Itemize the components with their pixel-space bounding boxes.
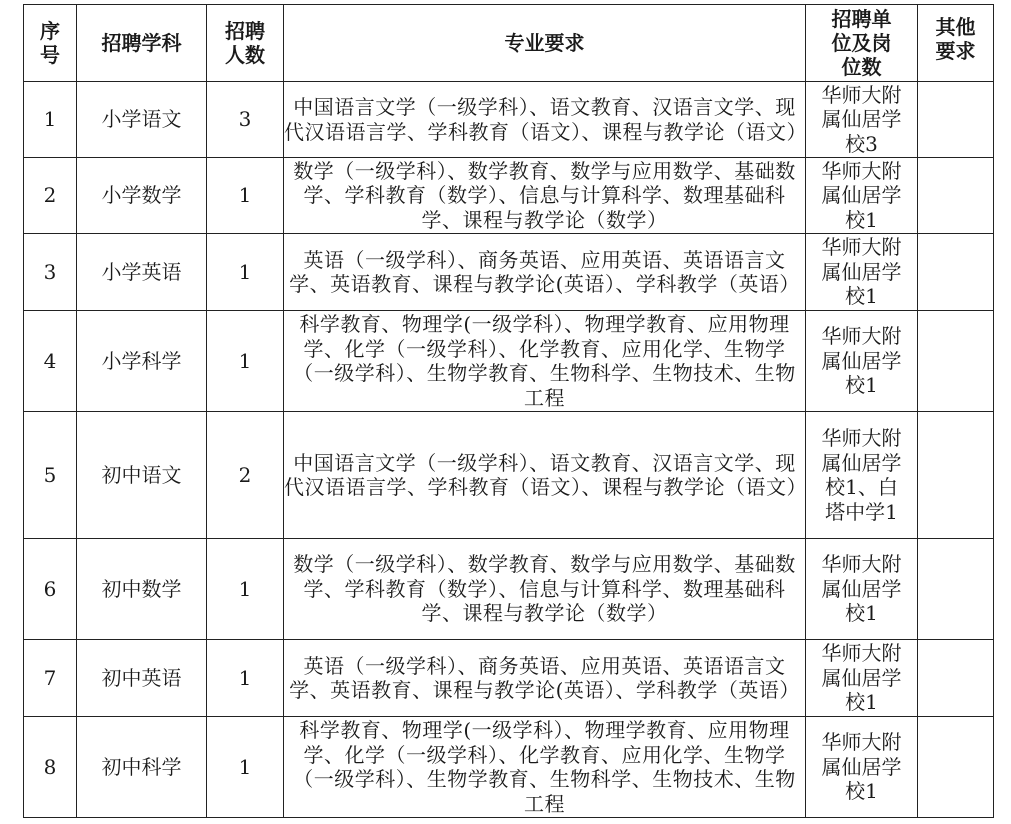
row-count: 1 bbox=[207, 311, 284, 412]
row-subject: 初中科学 bbox=[77, 717, 207, 818]
row-subject: 初中英语 bbox=[77, 640, 207, 717]
row-other bbox=[918, 539, 994, 640]
row-other bbox=[918, 234, 994, 311]
row-count: 1 bbox=[207, 717, 284, 818]
row-subject: 小学科学 bbox=[77, 311, 207, 412]
row-major: 科学教育、物理学(一级学科）、物理学教育、应用物理学、化学（一级学科）、化学教育、应用化学、生物学（一级学科）、生物学教育、生物科学、生物技术、生物工程 bbox=[284, 311, 806, 412]
row-count: 1 bbox=[207, 158, 284, 234]
header-unit: 招聘单位及岗位数 bbox=[806, 5, 918, 82]
table-row bbox=[24, 158, 994, 234]
row-no: 3 bbox=[24, 234, 77, 311]
row-other bbox=[918, 158, 994, 234]
header-count: 招聘人数 bbox=[207, 5, 284, 82]
header-row bbox=[24, 5, 994, 82]
row-unit: 华师大附属仙居学校1 bbox=[806, 640, 918, 717]
row-count: 1 bbox=[207, 234, 284, 311]
row-unit: 华师大附属仙居学校1 bbox=[806, 311, 918, 412]
table-row bbox=[24, 311, 994, 412]
row-no: 6 bbox=[24, 539, 77, 640]
header-major: 专业要求 bbox=[284, 5, 806, 82]
header-other: 其他要求 bbox=[918, 5, 994, 82]
row-other bbox=[918, 82, 994, 158]
row-count: 3 bbox=[207, 82, 284, 158]
row-unit: 华师大附属仙居学校1 bbox=[806, 539, 918, 640]
row-unit: 华师大附属仙居学校1 bbox=[806, 158, 918, 234]
header-subject: 招聘学科 bbox=[77, 5, 207, 82]
row-subject: 小学语文 bbox=[77, 82, 207, 158]
table-row bbox=[24, 640, 994, 717]
row-count: 1 bbox=[207, 539, 284, 640]
table-row bbox=[24, 234, 994, 311]
row-no: 5 bbox=[24, 412, 77, 539]
table-row bbox=[24, 539, 994, 640]
recruitment-table bbox=[23, 4, 994, 818]
row-major: 数学（一级学科）、数学教育、数学与应用数学、基础数学、学科教育（数学）、信息与计算科学、数理基础科学、课程与教学论（数学） bbox=[284, 539, 806, 640]
row-count: 1 bbox=[207, 640, 284, 717]
row-major: 英语（一级学科）、商务英语、应用英语、英语语言文学、英语教育、课程与教学论(英语）、学科教学（英语） bbox=[284, 640, 806, 717]
row-unit: 华师大附属仙居学校1 bbox=[806, 234, 918, 311]
row-count: 2 bbox=[207, 412, 284, 539]
header-no: 序号 bbox=[24, 5, 77, 82]
row-no: 8 bbox=[24, 717, 77, 818]
row-unit: 华师大附属仙居学校3 bbox=[806, 82, 918, 158]
row-other bbox=[918, 311, 994, 412]
table-row bbox=[24, 412, 994, 539]
table-row bbox=[24, 717, 994, 818]
row-major: 科学教育、物理学(一级学科）、物理学教育、应用物理学、化学（一级学科）、化学教育、应用化学、生物学（一级学科）、生物学教育、生物科学、生物技术、生物工程 bbox=[284, 717, 806, 818]
row-other bbox=[918, 640, 994, 717]
row-no: 4 bbox=[24, 311, 77, 412]
row-other bbox=[918, 412, 994, 539]
row-major: 中国语言文学（一级学科）、语文教育、汉语言文学、现代汉语语言学、学科教育（语文）、课程与教学论（语文） bbox=[284, 412, 806, 539]
row-major: 数学（一级学科）、数学教育、数学与应用数学、基础数学、学科教育（数学）、信息与计算科学、数理基础科学、课程与教学论（数学） bbox=[284, 158, 806, 234]
table-row bbox=[24, 82, 994, 158]
row-other bbox=[918, 717, 994, 818]
row-no: 7 bbox=[24, 640, 77, 717]
row-unit: 华师大附属仙居学校1、白塔中学1 bbox=[806, 412, 918, 539]
row-subject: 初中语文 bbox=[77, 412, 207, 539]
row-major: 中国语言文学（一级学科）、语文教育、汉语言文学、现代汉语语言学、学科教育（语文）、课程与教学论（语文） bbox=[284, 82, 806, 158]
row-no: 1 bbox=[24, 82, 77, 158]
row-subject: 小学英语 bbox=[77, 234, 207, 311]
row-major: 英语（一级学科）、商务英语、应用英语、英语语言文学、英语教育、课程与教学论(英语）、学科教学（英语） bbox=[284, 234, 806, 311]
row-unit: 华师大附属仙居学校1 bbox=[806, 717, 918, 818]
row-no: 2 bbox=[24, 158, 77, 234]
row-subject: 初中数学 bbox=[77, 539, 207, 640]
row-subject: 小学数学 bbox=[77, 158, 207, 234]
